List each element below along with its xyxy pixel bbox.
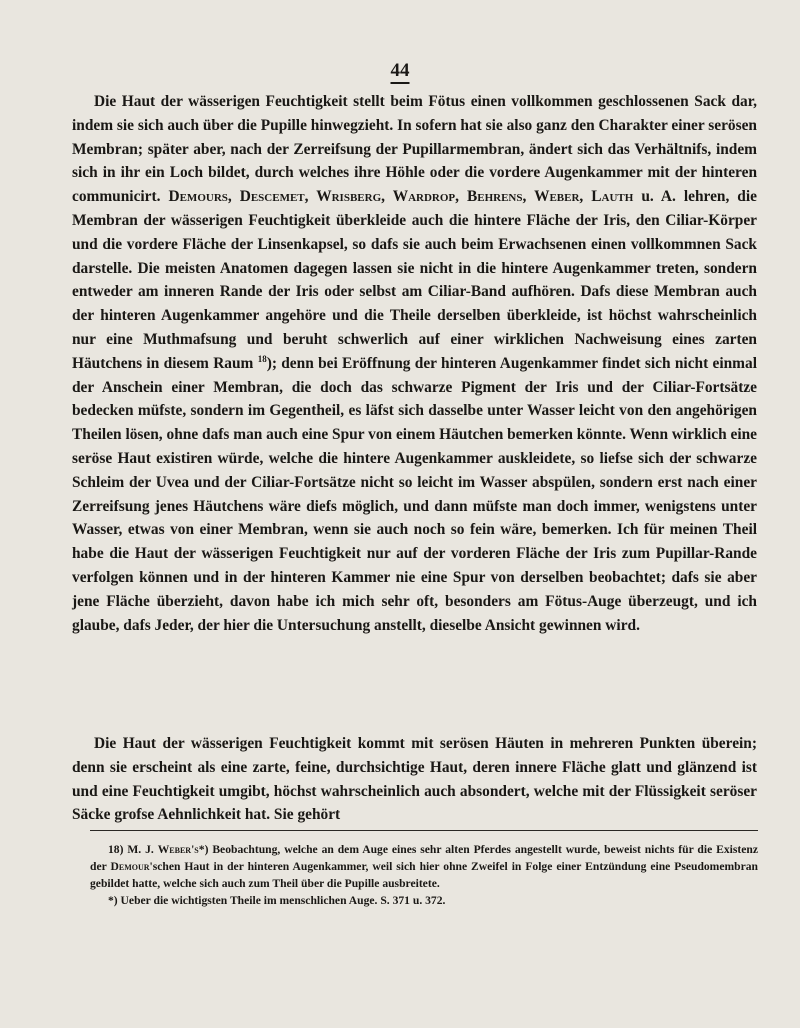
author-names: Demours, Descemet, Wrisberg, Wardrop, Behrens, Weber, Lauth [168,188,634,206]
page-number: 44 [390,60,410,81]
footnote-18-text-c: 'schen Haut in der hinteren Augenkammer, weil sich hier ohne Zweifel in Folge einer Entzündung eine Pseudomembran gebildet hatte, welche sich auch zum Theil über die Pupille ausbreitete. [90,859,758,890]
footnote-18-text-a: 18) M. J. [108,843,158,856]
paragraph-1-text-b: u. A. lehren, die Membran der wässerigen Feuchtigkeit überkleide auch die hintere Fläche der Iris, den Ciliar-Körper und die vordere Fläche der Linsenkapsel, so dafs sie auch beim Erwachsenen einen vollkommnen Sack darstelle. Die meisten Anatomen dagegen lassen sie nicht in die hintere Augenkammer treten, sondern entweder am inneren Rande der Iris oder selbst am Ciliar-Band aufhören. Dafs diese Membran auch der hinteren Augenkammer angehöre und die Theile derselben überkleide, ist höchst wahrscheinlich nur eine Muthmafsung und beruht schwerlich auf einer wirklichen Nachweisung eines zarten Häutchens in diesem Raum [72,188,757,372]
footnote-18 [90,842,758,892]
footnote-18-demour: Demour [110,859,150,873]
paragraph-1 [72,90,757,637]
footnote-ref-18[interactable]: 18 [257,353,267,364]
footnote-18-text-b: *) Beobachtung, welche an dem Auge eines sehr alten Pferdes angestellt wurde, beweist nichts für die Existenz der [90,843,758,873]
footnote-divider [90,830,758,831]
paragraph-1-text-c: ); denn bei Eröffnung der hinteren Augenkammer findet sich nicht einmal der Anschein einer Membran, die doch das schwarze Pigment der Iris und der Ciliar-Fortsätze bedecken müfste, sondern im Gegentheil, es läfst sich dasselbe unter Wasser leicht von den angehörigen Theilen lösen, ohne dafs man auch eine Spur von einem Häutchen bemerken könnte. Wenn wirklich eine seröse Haut existiren würde, welche die hintere Augenkammer auskleidete, so liefse sich der schwarze Schleim der Uvea und der Ciliar-Fortsätze nicht so leicht im Wasser abspülen, sondern erst nach einer Zerreifsung jenes Häutchens wäre diefs möglich, und dann müfste man doch immer, wenigstens unter Wasser, etwas von einer Membran, wenn sie auch noch so fein wäre, bemerken. Ich für meinen Theil habe die Haut der wässerigen Feuchtigkeit nur auf der vorderen Fläche der Iris zum Pupillar-Rande verfolgen können und in der hinteren Kammer nie eine Spur von derselben beobachtet; dafs sie aber jene Fläche überzieht, davon habe ich mich sehr oft, besonders am Fötus-Auge überzeugt, und ich glaube, dafs Jeder, der hier die Untersuchung anstellt, dieselbe Ansicht gewinnen wird. [72,354,757,634]
footnote-star: *) Ueber die wichtigsten Theile im menschlichen Auge. S. 371 u. 372. [108,894,446,908]
footnote-18-weber: Weber's [157,843,199,856]
footnotes [90,842,758,910]
paragraph-1-text-a: Die Haut der wässerigen Feuchtigkeit stellt beim Fötus einen vollkommen geschlossenen Sack dar, indem sie sich auch über die Pupille hinwegzieht. In sofern hat sie also ganz den Charakter einer serösen Membran; später aber, nach der Zerreifsung der Pupillarmembran, ändert sich das Verhältnifs, indem sich in ihr ein Loch bildet, durch welches ihre Höhle oder die vordere Augenkammer mit der hinteren communicirt. [72,93,757,206]
paragraph-2: Die Haut der wässerigen Feuchtigkeit kommt mit serösen Häuten in mehreren Punkten überein; denn sie erscheint als eine zarte, feine, durchsichtige Haut, deren innere Fläche glatt und glänzend ist und eine Feuchtigkeit umgibt, höchst wahrscheinlich auch absondert, welche mit der Flüssigkeit seröser Säcke grofse Aehnlichkeit hat. Sie gehört [72,735,757,824]
